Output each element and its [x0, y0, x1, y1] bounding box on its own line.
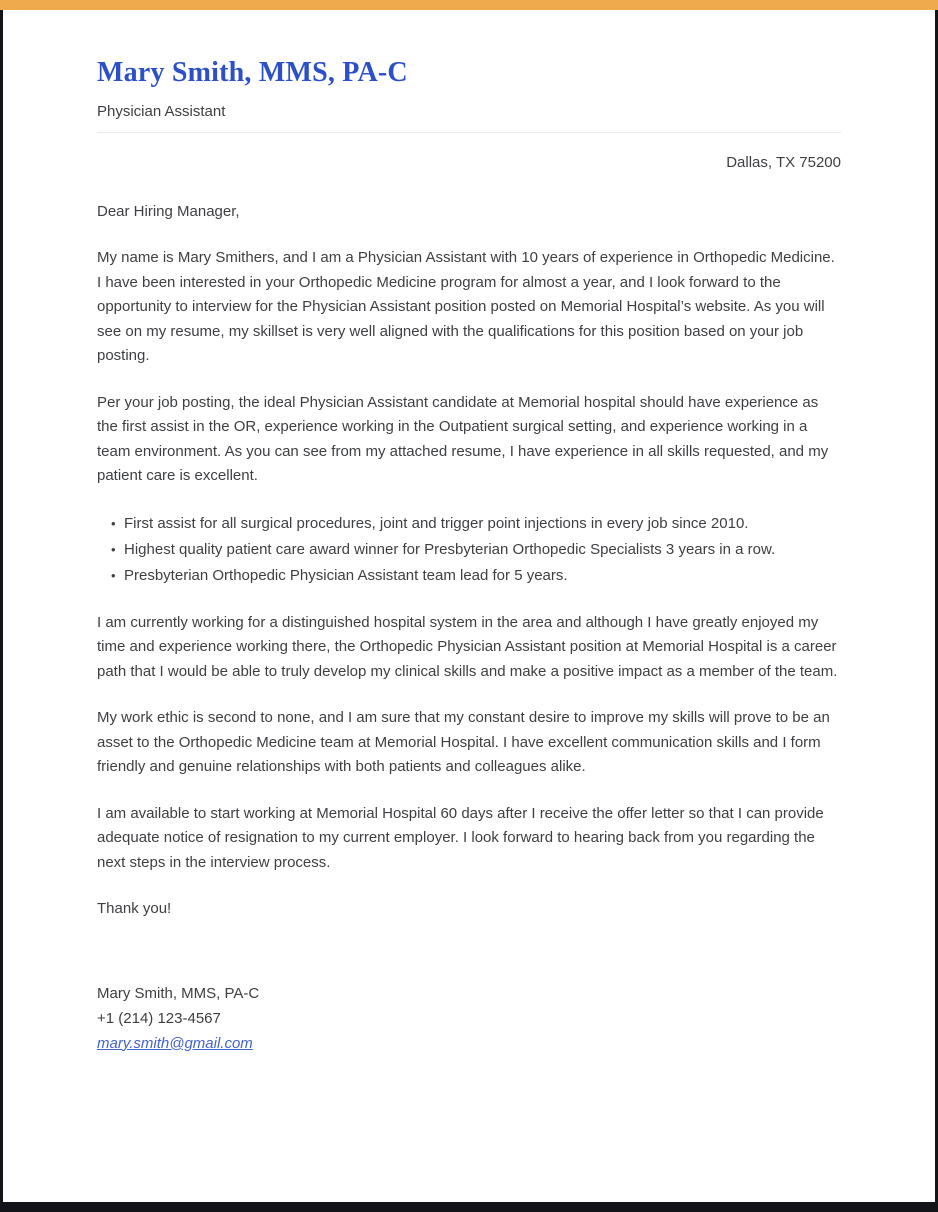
closing-text: Thank you!	[97, 900, 172, 918]
accent-top-bar	[0, 0, 938, 10]
list-item: • Presbyterian Orthopedic Physician Assistant team lead for 5 years.	[111, 563, 841, 589]
job-title: Physician Assistant	[97, 102, 226, 120]
body-paragraph: My work ethic is second to none, and I am sure that my constant desire to improve my skills will prove to be an asset to the Orthopedic Medicine team at Memorial Hospital. I have excellent communication skills and I form friendly and genuine relationships with both patients and colleagues alike.	[97, 709, 830, 776]
salutation: Dear Hiring Manager,	[97, 202, 240, 220]
list-item: • Highest quality patient care award winner for Presbyterian Orthopedic Specialists 3 years in a row.	[111, 537, 841, 563]
signature-phone: +1 (214) 123-4567	[97, 1009, 221, 1027]
signature-name: Mary Smith, MMS, PA-C	[97, 984, 260, 1002]
letter-page	[3, 10, 935, 1202]
email-link[interactable]: mary.smith@gmail.com	[97, 1034, 253, 1052]
signature-block	[97, 981, 841, 1056]
body-paragraph: I am currently working for a distinguished hospital system in the area and although I have greatly enjoyed my time and experience working there, the Orthopedic Physician Assistant position at Memorial Hospital is a career path that I would be able to truly develop my clinical skills and make a positive impact as a member of the team.	[97, 613, 838, 680]
highlights-list	[97, 511, 841, 589]
body-paragraph: My name is Mary Smithers, and I am a Physician Assistant with 10 years of experience in Orthopedic Medicine. I have been interested in your Orthopedic Medicine program for almost a year, and I look forward to the opportunity to interview for the Physician Assistant position posted on Memorial Hospital’s website. As you will see on my resume, my skillset is very well aligned with the qualifications for this position based on your job posting.	[97, 249, 835, 365]
list-item: • First assist for all surgical procedures, joint and trigger point injections in every job since 2010.	[111, 511, 841, 537]
header-divider	[97, 132, 841, 133]
body-paragraph: I am available to start working at Memorial Hospital 60 days after I receive the offer letter so that I can provide adequate notice of resignation to my current employer. I look forward to hearing back from you regarding the next steps in the interview process.	[97, 804, 824, 871]
page-title: Mary Smith, MMS, PA-C	[97, 57, 408, 88]
body-paragraph: Per your job posting, the ideal Physician Assistant candidate at Memorial hospital should have experience as the first assist in the OR, experience working in the Outpatient surgical setting, and experience working in a team environment. As you can see from my attached resume, I have experience in all skills requested, and my patient care is excellent.	[97, 393, 829, 485]
location-text: Dallas, TX 75200	[726, 153, 841, 171]
